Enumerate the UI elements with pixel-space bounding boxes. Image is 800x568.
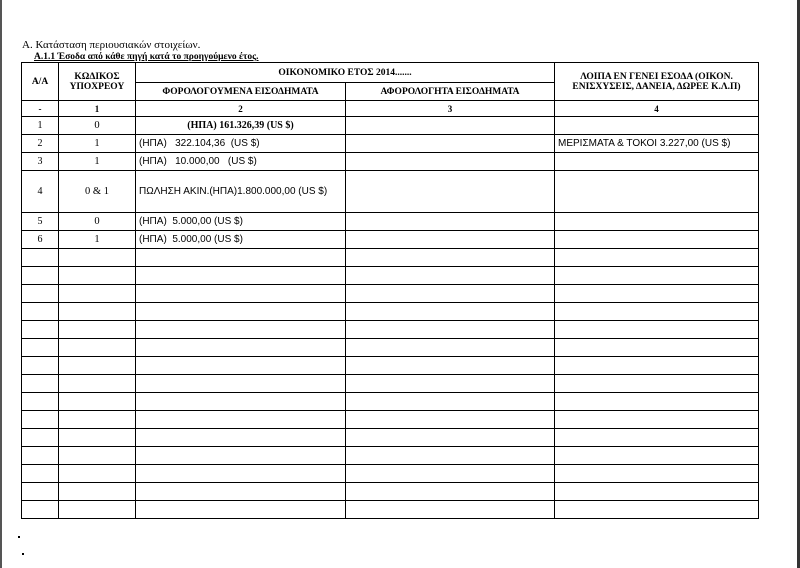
empty-cell <box>136 303 346 321</box>
empty-cell <box>555 357 759 375</box>
blank-rows <box>22 249 759 519</box>
subsection-title: Α.1.1 Έσοδα από κάθε πηγή κατά το προηγούμενο έτος. <box>34 52 259 62</box>
row-other <box>555 153 759 171</box>
empty-cell <box>22 249 59 267</box>
empty-cell <box>22 339 59 357</box>
col-number: 2 <box>136 101 346 117</box>
empty-cell <box>346 429 555 447</box>
row-taxed: (ΗΠΑ) 10.000,00 (US $) <box>136 153 346 171</box>
table-row <box>22 117 759 135</box>
empty-cell <box>555 267 759 285</box>
empty-cell <box>136 501 346 519</box>
row-code: 1 <box>59 231 136 249</box>
empty-cell <box>346 285 555 303</box>
empty-row <box>22 375 759 393</box>
empty-cell <box>136 447 346 465</box>
empty-cell <box>22 375 59 393</box>
empty-cell <box>136 465 346 483</box>
empty-row <box>22 411 759 429</box>
income-table <box>21 62 759 519</box>
row-code: 1 <box>59 153 136 171</box>
row-aa: 1 <box>22 117 59 135</box>
empty-cell <box>555 393 759 411</box>
empty-row <box>22 501 759 519</box>
empty-cell <box>59 321 136 339</box>
empty-cell <box>59 357 136 375</box>
table-row <box>22 153 759 171</box>
empty-cell <box>22 357 59 375</box>
empty-cell <box>22 429 59 447</box>
empty-row <box>22 285 759 303</box>
row-code: 0 <box>59 117 136 135</box>
empty-row <box>22 303 759 321</box>
empty-cell <box>22 447 59 465</box>
empty-cell <box>346 339 555 357</box>
empty-cell <box>22 321 59 339</box>
row-aa: 3 <box>22 153 59 171</box>
col-number: - <box>22 101 59 117</box>
row-untaxed <box>346 171 555 213</box>
empty-cell <box>136 285 346 303</box>
empty-cell <box>346 375 555 393</box>
empty-cell <box>555 465 759 483</box>
col-number: 4 <box>555 101 759 117</box>
header-code: ΚΩΔΙΚΟΣ ΥΠΟΧΡΕΟΥ <box>59 63 136 101</box>
table-row <box>22 213 759 231</box>
row-untaxed <box>346 213 555 231</box>
row-aa: 2 <box>22 135 59 153</box>
empty-cell <box>59 285 136 303</box>
row-aa: 5 <box>22 213 59 231</box>
empty-cell <box>59 249 136 267</box>
scan-speck <box>18 536 20 538</box>
row-taxed: (ΗΠΑ) 5.000,00 (US $) <box>136 231 346 249</box>
empty-cell <box>59 267 136 285</box>
empty-cell <box>59 483 136 501</box>
row-taxed: (ΗΠΑ) 161.326,39 (US $) <box>136 117 346 135</box>
column-number-row <box>22 101 759 117</box>
row-aa: 6 <box>22 231 59 249</box>
empty-cell <box>346 321 555 339</box>
empty-cell <box>22 483 59 501</box>
empty-cell <box>555 249 759 267</box>
header-other-income: ΛΟΙΠΑ ΕΝ ΓΕΝΕΙ ΕΣΟΔΑ (ΟΙΚΟΝ. ΕΝΙΣΧΥΣΕΙΣ, ΔΑΝΕΙΑ, ΔΩΡΕΕ Κ.Λ.Π) <box>555 63 759 101</box>
empty-cell <box>346 483 555 501</box>
empty-row <box>22 483 759 501</box>
empty-row <box>22 321 759 339</box>
empty-cell <box>555 375 759 393</box>
empty-cell <box>346 267 555 285</box>
header-aa: Α/Α <box>22 63 59 101</box>
row-other <box>555 231 759 249</box>
empty-cell <box>346 303 555 321</box>
section-title: Α. Κατάσταση περιουσιακών στοιχείων. <box>22 39 201 51</box>
empty-cell <box>22 267 59 285</box>
empty-cell <box>59 393 136 411</box>
row-other: ΜΕΡΙΣΜΑΤΑ & ΤΟΚΟΙ 3.227,00 (US $) <box>555 135 759 153</box>
empty-cell <box>346 465 555 483</box>
empty-cell <box>136 339 346 357</box>
empty-cell <box>555 411 759 429</box>
empty-cell <box>555 303 759 321</box>
empty-row <box>22 429 759 447</box>
row-aa: 4 <box>22 171 59 213</box>
empty-cell <box>136 357 346 375</box>
empty-row <box>22 357 759 375</box>
row-untaxed <box>346 153 555 171</box>
empty-cell <box>346 447 555 465</box>
empty-row <box>22 447 759 465</box>
empty-cell <box>136 411 346 429</box>
empty-cell <box>555 501 759 519</box>
empty-cell <box>59 303 136 321</box>
empty-cell <box>136 429 346 447</box>
empty-cell <box>346 357 555 375</box>
table-row <box>22 171 759 213</box>
header-row <box>22 63 759 83</box>
empty-cell <box>136 375 346 393</box>
empty-cell <box>59 501 136 519</box>
empty-cell <box>136 483 346 501</box>
empty-row <box>22 267 759 285</box>
empty-cell <box>136 321 346 339</box>
empty-cell <box>59 339 136 357</box>
empty-cell <box>136 249 346 267</box>
col-number: 3 <box>346 101 555 117</box>
empty-cell <box>22 303 59 321</box>
col-number: 1 <box>59 101 136 117</box>
empty-cell <box>555 429 759 447</box>
empty-cell <box>136 393 346 411</box>
empty-cell <box>346 249 555 267</box>
empty-cell <box>555 339 759 357</box>
row-other <box>555 117 759 135</box>
empty-cell <box>22 411 59 429</box>
empty-cell <box>22 465 59 483</box>
row-other <box>555 171 759 213</box>
header-taxed-income: ΦΟΡΟΛΟΓΟΥΜΕΝΑ ΕΙΣΟΔΗΜΑΤΑ <box>136 83 346 101</box>
empty-row <box>22 465 759 483</box>
empty-row <box>22 339 759 357</box>
empty-cell <box>346 411 555 429</box>
empty-cell <box>59 411 136 429</box>
empty-cell <box>136 267 346 285</box>
row-untaxed <box>346 117 555 135</box>
row-taxed: ΠΩΛΗΣΗ ΑΚΙΝ.(ΗΠΑ)1.800.000,00 (US $) <box>136 171 346 213</box>
row-untaxed <box>346 135 555 153</box>
row-other <box>555 213 759 231</box>
empty-cell <box>59 429 136 447</box>
row-code: 0 <box>59 213 136 231</box>
empty-cell <box>555 321 759 339</box>
empty-cell <box>555 447 759 465</box>
empty-row <box>22 393 759 411</box>
row-code: 1 <box>59 135 136 153</box>
header-untaxed-income: ΑΦΟΡΟΛΟΓΗΤΑ ΕΙΣΟΔΗΜΑΤΑ <box>346 83 555 101</box>
table-row <box>22 231 759 249</box>
row-taxed: (ΗΠΑ) 322.104,36 (US $) <box>136 135 346 153</box>
empty-cell <box>59 375 136 393</box>
empty-cell <box>346 501 555 519</box>
row-taxed: (ΗΠΑ) 5.000,00 (US $) <box>136 213 346 231</box>
empty-cell <box>22 393 59 411</box>
empty-cell <box>346 393 555 411</box>
scan-left-edge <box>0 0 2 568</box>
scan-speck <box>22 553 24 555</box>
empty-row <box>22 249 759 267</box>
row-code: 0 & 1 <box>59 171 136 213</box>
empty-cell <box>59 447 136 465</box>
empty-cell <box>22 285 59 303</box>
empty-cell <box>555 285 759 303</box>
row-untaxed <box>346 231 555 249</box>
table-row <box>22 135 759 153</box>
empty-cell <box>22 501 59 519</box>
empty-cell <box>555 483 759 501</box>
empty-cell <box>59 465 136 483</box>
header-fiscal-year: ΟΙΚΟΝΟΜΙΚΟ ΕΤΟΣ 2014....... <box>136 63 555 83</box>
